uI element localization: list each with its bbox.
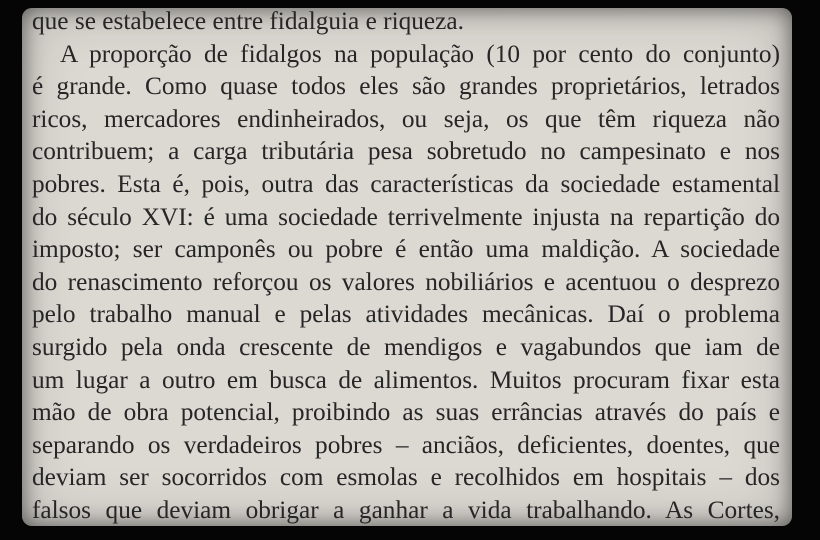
text-line: imposto; ser camponês ou pobre é então uma maldição. A sociedade	[32, 235, 780, 264]
text-line: do século XVI: é uma sociedade terrivelmente injusta na repartição do	[32, 202, 780, 231]
text-line: deviam ser socorridos com esmolas e recolhidos em hospitais – dos	[32, 463, 780, 492]
text-line: é grande. Como quase todos eles são grandes proprietários, letrados	[32, 72, 780, 101]
text-line: do renascimento reforçou os valores nobiliários e acentuou o desprezo	[32, 267, 780, 296]
text-line: mão de obra potencial, proibindo as suas errâncias através do país e	[32, 398, 780, 427]
text-line: pobres. Esta é, pois, outra das características da sociedade estamental	[32, 169, 780, 198]
paragraph-text	[32, 8, 780, 526]
text-line: A proporção de fidalgos na população (10 por cento do conjunto)	[60, 39, 780, 68]
text-line: surgido pela onda crescente de mendigos e vagabundos que iam de	[32, 332, 780, 361]
text-line: um lugar a outro em busca de alimentos. Muitos procuram fixar esta	[32, 365, 780, 394]
text-line: que se estabelece entre fidalguia e riqueza.	[32, 8, 464, 35]
text-line: ricos, mercadores endinheirados, ou seja, os que têm riqueza não	[32, 104, 780, 133]
text-line: separando os verdadeiros pobres – anciãos, deficientes, doentes, que	[32, 430, 780, 459]
text-line: pelo trabalho manual e pelas atividades mecânicas. Daí o problema	[32, 300, 780, 329]
text-line: falsos que deviam obrigar a ganhar a vida trabalhando. As Cortes,	[32, 495, 780, 524]
text-line: contribuem; a carga tributária pesa sobretudo no campesinato e nos	[32, 137, 780, 166]
book-page	[22, 8, 792, 526]
